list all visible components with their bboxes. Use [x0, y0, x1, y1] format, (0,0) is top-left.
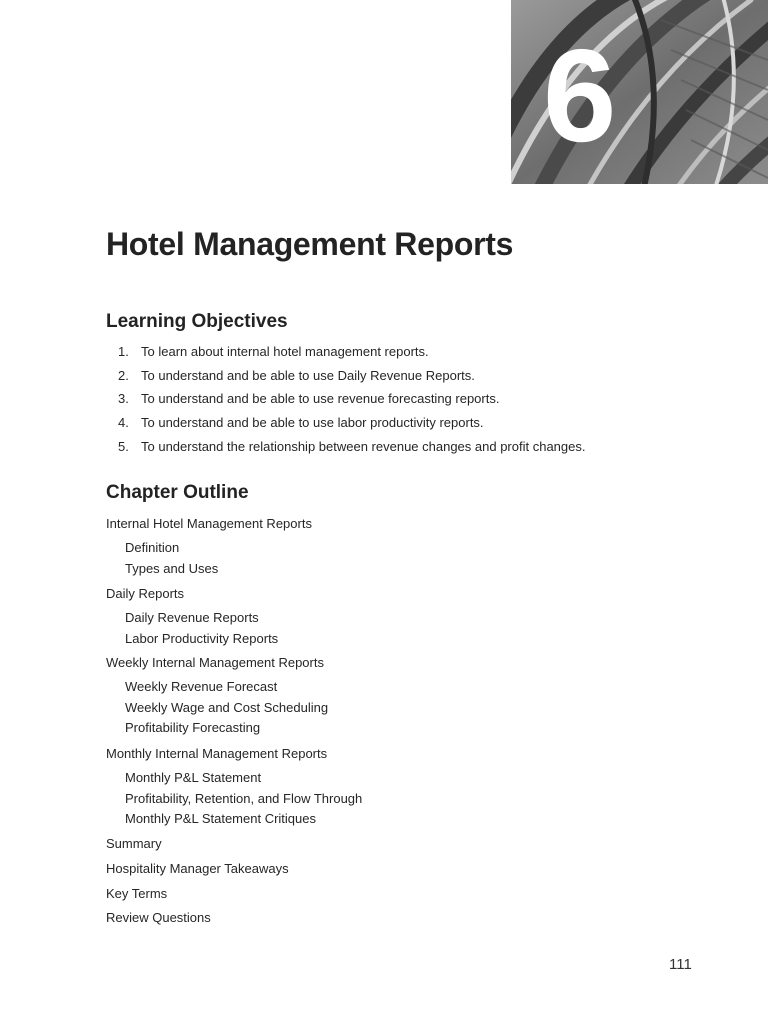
objective-item: [106, 389, 585, 413]
outline-section: Weekly Internal Management Reports: [106, 655, 324, 670]
objective-text: To understand the relationship between revenue changes and profit changes.: [141, 438, 586, 454]
outline-section: Review Questions: [106, 910, 211, 925]
learning-objectives-heading: Learning Objectives: [106, 311, 288, 332]
objective-item: [106, 437, 585, 461]
chapter-title: Hotel Management Reports: [106, 226, 514, 262]
outline-subsection: Definition: [125, 540, 180, 555]
outline-section: Monthly Internal Management Reports: [106, 746, 328, 761]
outline-section: Hospitality Manager Takeaways: [106, 861, 289, 876]
objective-text: To understand and be able to use labor productivity reports.: [141, 415, 484, 431]
chapter-outline-heading: Chapter Outline: [106, 482, 249, 503]
objective-number: 4.: [118, 415, 129, 431]
objective-number: 3.: [118, 391, 129, 407]
outline-subsection: Labor Productivity Reports: [125, 631, 279, 646]
objective-item: [106, 413, 585, 437]
objective-number: 2.: [118, 367, 129, 383]
objective-item: [106, 342, 585, 366]
outline-subsection: Weekly Wage and Cost Scheduling: [125, 700, 329, 715]
objective-text: To learn about internal hotel management reports.: [141, 344, 429, 359]
outline-subsection: Profitability, Retention, and Flow Through: [125, 791, 363, 806]
objective-number: 5.: [118, 438, 129, 454]
objective-text: To understand and be able to use Daily Revenue Reports.: [141, 367, 475, 383]
chapter-number: 6: [543, 22, 615, 169]
outline-subsection: Weekly Revenue Forecast: [125, 679, 278, 694]
page-number: 111: [669, 956, 692, 973]
chapter-number-badge: [511, 0, 768, 184]
outline-section: Daily Reports: [106, 586, 185, 601]
objective-text: To understand and be able to use revenue forecasting reports.: [141, 391, 500, 407]
outline-subsection: Profitability Forecasting: [125, 720, 261, 735]
learning-objectives-list: [106, 342, 585, 460]
outline-subsection: Monthly P&L Statement: [125, 770, 262, 785]
outline-subsection: Daily Revenue Reports: [125, 610, 259, 625]
outline-subsection: Types and Uses: [125, 561, 219, 576]
outline-section: Key Terms: [106, 886, 168, 901]
outline-section: Summary: [106, 836, 162, 851]
outline-subsection: Monthly P&L Statement Critiques: [125, 811, 316, 826]
objective-item: [106, 366, 585, 390]
outline-section: Internal Hotel Management Reports: [106, 516, 312, 531]
objective-number: 1.: [118, 344, 129, 359]
